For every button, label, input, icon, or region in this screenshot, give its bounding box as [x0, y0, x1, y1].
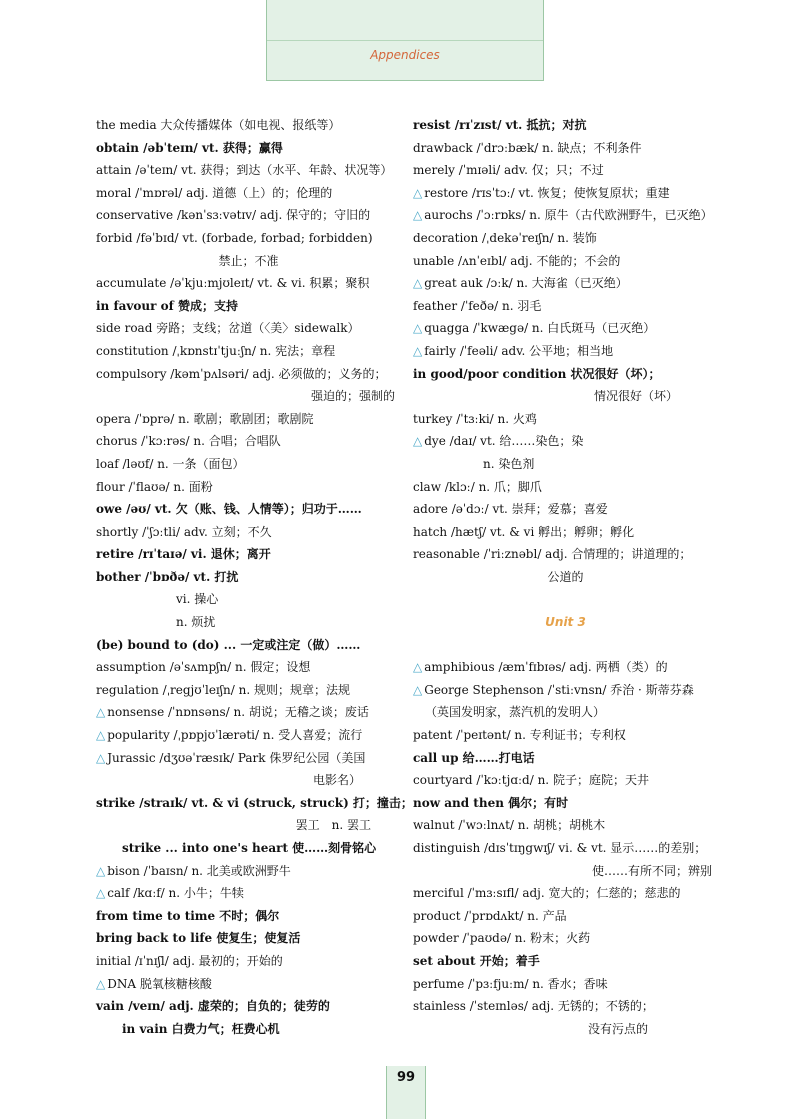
entry: △ George Stephenson /ˈstiːvnsn/ 乔治 · 斯蒂芬森: [413, 682, 694, 697]
entry-continuation: 罢工 n. 罢工: [295, 818, 371, 833]
entry-continuation: （英国发明家，蒸汽机的发明人）: [425, 705, 606, 720]
entry: constitution /ˌkɒnstɪˈtjuːʃn/ n. 宪法；章程: [96, 343, 336, 358]
entry: unable /ʌnˈeɪbl/ adj. 不能的；不会的: [413, 253, 621, 268]
entry: merely /ˈmɪəli/ adv. 仅；只；不过: [413, 163, 604, 178]
triangle-icon: △: [413, 321, 423, 336]
entry: shortly /ˈʃɔːtli/ adv. 立刻；不久: [96, 524, 272, 539]
entry: feather /ˈfeðə/ n. 羽毛: [413, 298, 542, 313]
entry: in favour of 赞成；支持: [96, 298, 238, 313]
triangle-icon: △: [96, 863, 106, 878]
entry: △ nonsense /ˈnɒnsəns/ n. 胡说；无稽之谈；废话: [96, 705, 369, 720]
page-number: 99: [396, 1070, 416, 1085]
triangle-icon: △: [413, 208, 423, 223]
unit-heading: Unit 3: [545, 615, 586, 630]
entry-continuation: n. 染色剂: [483, 456, 535, 471]
entry: reasonable /ˈriːznəbl/ adj. 合情理的；讲道理的；: [413, 547, 692, 562]
entry: distinguish /dɪsˈtɪŋgwɪʃ/ vi. & vt. 显示……的差别；: [413, 841, 707, 855]
entry: call up 给……打电话: [413, 750, 535, 765]
entry: vain /veɪn/ adj. 虚荣的；自负的；徒劳的: [96, 999, 330, 1014]
triangle-icon: △: [413, 682, 423, 697]
entry-continuation: n. 烦扰: [176, 615, 216, 630]
entry: product /ˈprɒdʌkt/ n. 产品: [413, 908, 567, 923]
entry: merciful /ˈmɜːsɪfl/ adj. 宽大的；仁慈的；慈悲的: [413, 886, 681, 901]
entry-continuation: 使……有所不同；辨别: [591, 863, 712, 878]
entry-continuation: 禁止；不准: [218, 253, 279, 268]
triangle-icon: △: [413, 185, 423, 200]
entry: loaf /ləʊf/ n. 一条（面包）: [96, 456, 245, 471]
entry: courtyard /ˈkɔːtjɑːd/ n. 院子；庭院；天井: [413, 773, 649, 788]
header-divider: [267, 40, 543, 41]
entry: compulsory /kəmˈpʌlsəri/ adj. 必须做的；义务的；: [96, 366, 387, 381]
entry: △ Jurassic /dʒʊəˈræsɪk/ Park 侏罗纪公园（美国: [96, 750, 366, 765]
triangle-icon: △: [96, 886, 106, 901]
entry-continuation: 没有污点的: [587, 1021, 648, 1036]
entry: in good/poor condition 状况很好（坏）；: [413, 366, 661, 381]
entry: strike /straɪk/ vt. & vi (struck, struck) 打；撞击；: [96, 795, 413, 810]
entry: in vain 白费力气；枉费心机: [122, 1021, 280, 1036]
triangle-icon: △: [96, 705, 106, 720]
page-number-tab: [386, 1066, 426, 1119]
entry: patent /ˈpeɪtənt/ n. 专利证书；专利权: [413, 728, 626, 743]
entry: accumulate /əˈkjuːmjʊleɪt/ vt. & vi. 积累；聚积: [96, 276, 370, 291]
triangle-icon: △: [413, 343, 423, 358]
entry: claw /klɔː/ n. 爪；脚爪: [413, 479, 542, 494]
entry: hatch /hætʃ/ vt. & vi 孵出；孵卵；孵化: [413, 524, 635, 539]
entry: stainless /ˈsteɪnləs/ adj. 无锈的；不锈的；: [413, 999, 654, 1014]
triangle-icon: △: [96, 728, 106, 743]
triangle-icon: △: [96, 750, 106, 765]
entry: assumption /əˈsʌmpʃn/ n. 假定；设想: [96, 660, 311, 675]
triangle-icon: △: [96, 976, 106, 991]
entry: bother /ˈbɒðə/ vt. 打扰: [96, 569, 239, 584]
entry: moral /ˈmɒrəl/ adj. 道德（上）的；伦理的: [96, 185, 333, 200]
entry: decoration /ˌdekəˈreɪʃn/ n. 装饰: [413, 230, 597, 245]
section-label: Appendices: [370, 48, 440, 62]
entry: powder /ˈpaʊdə/ n. 粉末；火药: [413, 931, 591, 946]
entry: set about 开始；着手: [413, 953, 540, 968]
entry: △ fairly /ˈfeəli/ adv. 公平地；相当地: [413, 343, 614, 358]
left-column: [96, 114, 413, 1040]
entry: resist /rɪˈzɪst/ vt. 抵抗；对抗: [413, 118, 587, 132]
entry: owe /əʊ/ vt. 欠（账、钱、人情等）；归功于……: [96, 502, 362, 517]
entry-continuation: 电影名）: [312, 773, 361, 788]
appendices-header-tab: [266, 0, 544, 81]
entry: obtain /əbˈteɪn/ vt. 获得；赢得: [96, 140, 283, 155]
entry: △ restore /rɪsˈtɔː/ vt. 恢复；使恢复原状；重建: [413, 185, 670, 200]
right-column: [413, 114, 718, 1040]
entry: △ aurochs /ˈɔːrɒks/ n. 原牛（古代欧洲野牛，已灭绝）: [413, 208, 713, 223]
entry: adore /əˈdɔː/ vt. 崇拜；爱慕；喜爱: [413, 502, 608, 517]
entry: forbid /fəˈbɪd/ vt. (forbade, forbad; forbidden): [96, 230, 373, 245]
entry: chorus /ˈkɔːrəs/ n. 合唱；合唱队: [96, 434, 281, 449]
entry: (be) bound to (do) ... 一定或注定（做）……: [96, 637, 361, 652]
entry: the media 大众传播媒体（如电视、报纸等）: [96, 118, 341, 132]
triangle-icon: △: [413, 434, 423, 449]
entry: flour /ˈflaʊə/ n. 面粉: [96, 479, 213, 494]
entry: strike ... into one's heart 使……刻骨铭心: [122, 841, 377, 855]
entry-continuation: 公道的: [547, 569, 584, 584]
entry: now and then 偶尔；有时: [413, 795, 569, 810]
entry: △ dye /daɪ/ vt. 给……染色；染: [413, 434, 584, 449]
triangle-icon: △: [413, 276, 423, 291]
entry: △ amphibious /æmˈfɪbɪəs/ adj. 两栖（类）的: [413, 660, 668, 675]
entry: attain /əˈteɪn/ vt. 获得；到达（水平、年龄、状况等）: [96, 163, 393, 178]
entry: regulation /ˌregjʊˈleɪʃn/ n. 规则；规章；法规: [96, 682, 350, 697]
entry: △ great auk /ɔːk/ n. 大海雀（已灭绝）: [413, 276, 628, 291]
triangle-icon: △: [413, 660, 423, 675]
entry-continuation: vi. 操心: [176, 592, 219, 607]
entry: opera /ˈɒprə/ n. 歌剧；歌剧团；歌剧院: [96, 411, 314, 426]
entry: walnut /ˈwɔːlnʌt/ n. 胡桃；胡桃木: [413, 818, 606, 833]
entry: perfume /ˈpɜːfjuːm/ n. 香水；香味: [413, 976, 608, 991]
entry: △ calf /kɑːf/ n. 小牛；牛犊: [96, 886, 244, 901]
entry: △ quagga /ˈkwægə/ n. 白氏斑马（已灭绝）: [413, 321, 656, 336]
entry: retire /rɪˈtaɪə/ vi. 退休；离开: [96, 547, 271, 562]
entry: side road 旁路；支线；岔道（〈美〉sidewalk）: [96, 321, 360, 336]
entry: from time to time 不时；偶尔: [96, 908, 280, 923]
entry-continuation: 强迫的；强制的: [310, 389, 395, 404]
entry: △ bison /ˈbaɪsn/ n. 北美或欧洲野牛: [96, 863, 291, 878]
entry: turkey /ˈtɜːki/ n. 火鸡: [413, 411, 537, 426]
entry: △ DNA 脱氧核糖核酸: [96, 976, 212, 991]
entry: conservative /kənˈsɜːvətɪv/ adj. 保守的；守旧的: [96, 208, 371, 223]
entry: initial /ɪˈnɪʃl/ adj. 最初的；开始的: [96, 953, 283, 968]
entry: bring back to life 使复生；使复活: [96, 931, 301, 946]
entry: drawback /ˈdrɔːbæk/ n. 缺点；不利条件: [413, 140, 642, 155]
entry: △ popularity /ˌpɒpjʊˈlærəti/ n. 受人喜爱；流行: [96, 728, 363, 743]
entry-continuation: 情况很好（坏）: [593, 389, 678, 404]
